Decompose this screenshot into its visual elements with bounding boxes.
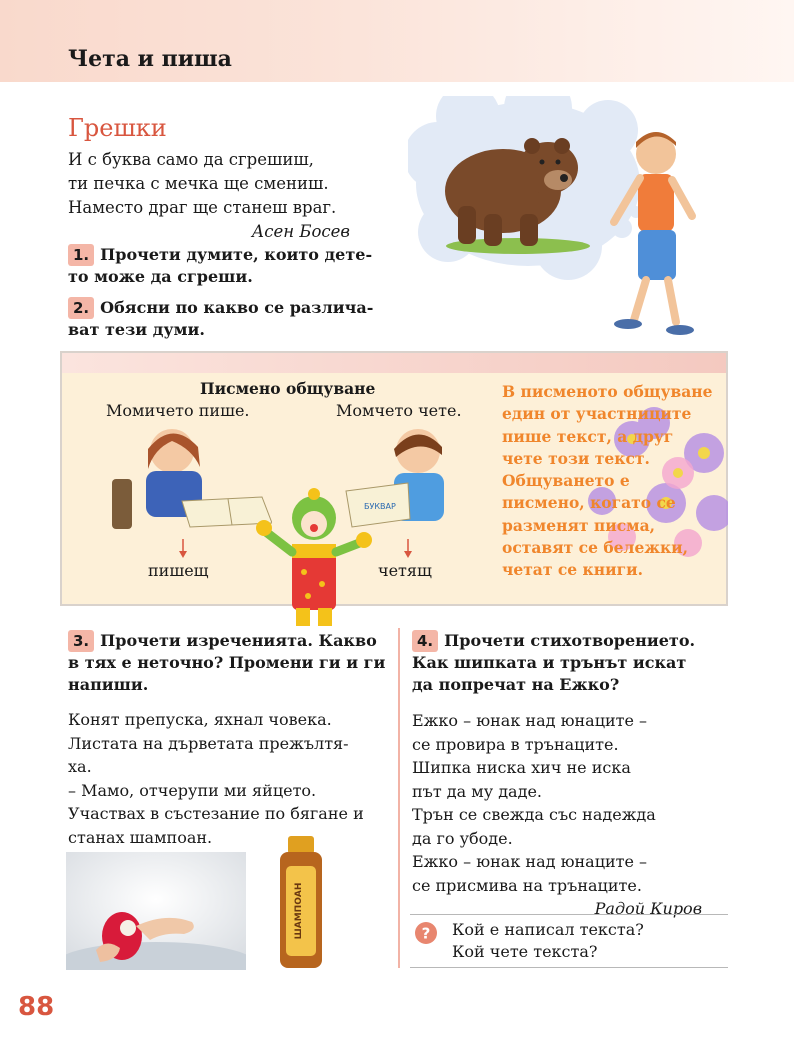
poem-line: Ежко – юнак над юнаците – — [412, 711, 648, 730]
poem-line: да го убоде. — [412, 828, 513, 848]
panel-note-line: разменят писма, — [502, 515, 656, 535]
shampoo-bottle-icon — [278, 836, 324, 968]
arrow-down-icon — [403, 539, 413, 559]
panel-note-line: Общуването е — [502, 471, 630, 491]
sentence: станах шампоан. — [68, 827, 213, 847]
panel-note-line: писмено, когато се — [502, 493, 676, 513]
task-number: 2. — [68, 297, 94, 319]
poem-line: се провира в трънаците. — [412, 734, 619, 754]
task-4 — [412, 630, 732, 696]
sentence: ха. — [68, 757, 92, 776]
poem-line: Наместо драг ще станеш враг. — [68, 198, 337, 217]
task-3-sentences — [68, 708, 398, 849]
task-2 — [68, 297, 388, 341]
task-text: да попречат на Ежко? — [412, 675, 620, 694]
egg-peeling-photo — [66, 852, 246, 970]
poem-line: Шипка ниска хич не иска — [412, 758, 631, 777]
task-1 — [68, 244, 388, 288]
poem-line: се присмива на трънаците. — [412, 875, 642, 895]
boy-label: Момчето чете. — [336, 401, 462, 420]
sentence: Конят препуска, яхнал човека. — [68, 710, 332, 729]
question-line: Кой е написал текста? — [452, 920, 644, 939]
poem-line: Трън се свежда със надежда — [412, 805, 656, 824]
question-box — [410, 914, 728, 968]
panel-note-line: четат се книги. — [502, 560, 643, 580]
page-number: 88 — [18, 992, 55, 1022]
shampoo-label: ШАМПОАН — [294, 882, 304, 940]
poem-line: И с буква само да сгрешиш, — [68, 150, 314, 169]
panel-title: Писмено общуване — [200, 379, 376, 398]
writer-label: пишещ — [148, 561, 209, 580]
question-icon — [414, 921, 438, 945]
book-cover-label: БУКВАР — [364, 502, 396, 511]
panel-note-line: един от участниците — [502, 404, 692, 424]
girl-writing-icon — [102, 419, 272, 529]
poem-author: Радой Киров — [594, 899, 702, 918]
task-number: 4. — [412, 630, 438, 652]
panel-note-line: пише текст, а друг — [502, 426, 674, 446]
task-text: то може да сгреши. — [68, 267, 253, 286]
task-3 — [68, 630, 398, 696]
poem — [68, 148, 350, 244]
bear-boy-illustration — [408, 96, 728, 346]
task-text: Как шипката и трънът искат — [412, 653, 687, 672]
svg-text:?: ? — [421, 924, 431, 943]
panel-note — [502, 381, 720, 582]
panel-top-band — [62, 353, 726, 373]
reader-label: четящ — [378, 561, 432, 580]
question-line: Кой чете текста? — [452, 942, 598, 961]
panel-note-line: оставят се бележки, — [502, 538, 689, 558]
task-number: 1. — [68, 244, 94, 266]
task-number: 3. — [68, 630, 94, 652]
panel-note-line: В писменото общуване — [502, 382, 713, 401]
task-4-poem — [412, 709, 732, 921]
task-text: напиши. — [68, 675, 149, 694]
clown-icon — [256, 488, 372, 628]
arrow-down-icon — [178, 539, 188, 559]
poem-author: Асен Босев — [251, 222, 350, 241]
task-text: Прочети стихотворението. — [444, 631, 696, 650]
poem-line: Ежко – юнак над юнаците – — [412, 852, 648, 871]
section-title: Чета и пиша — [68, 46, 232, 72]
written-communication-panel — [60, 351, 728, 606]
sentence: Участвах в състезание по бягане и — [68, 804, 364, 823]
task-text: Прочети думите, които дете- — [100, 245, 373, 264]
task-text: Прочети изреченията. Какво — [100, 631, 377, 650]
poem-line: път да му даде. — [412, 781, 542, 801]
task-text: в тях е неточно? Промени ги и ги — [68, 653, 386, 672]
column-divider — [398, 628, 400, 968]
task-text: Обясни по какво се различа- — [100, 298, 374, 317]
poem-line: ти печка с мечка ще смениш. — [68, 174, 329, 193]
sentence: – Мамо, отчерупи ми яйцето. — [68, 780, 317, 800]
sentence: Листата на дърветата прежълтя- — [68, 733, 349, 753]
task-text: ват тези думи. — [68, 320, 205, 339]
girl-label: Момичето пише. — [106, 401, 250, 420]
panel-note-line: чете този текст. — [502, 448, 650, 468]
poem-title: Грешки — [68, 114, 167, 142]
